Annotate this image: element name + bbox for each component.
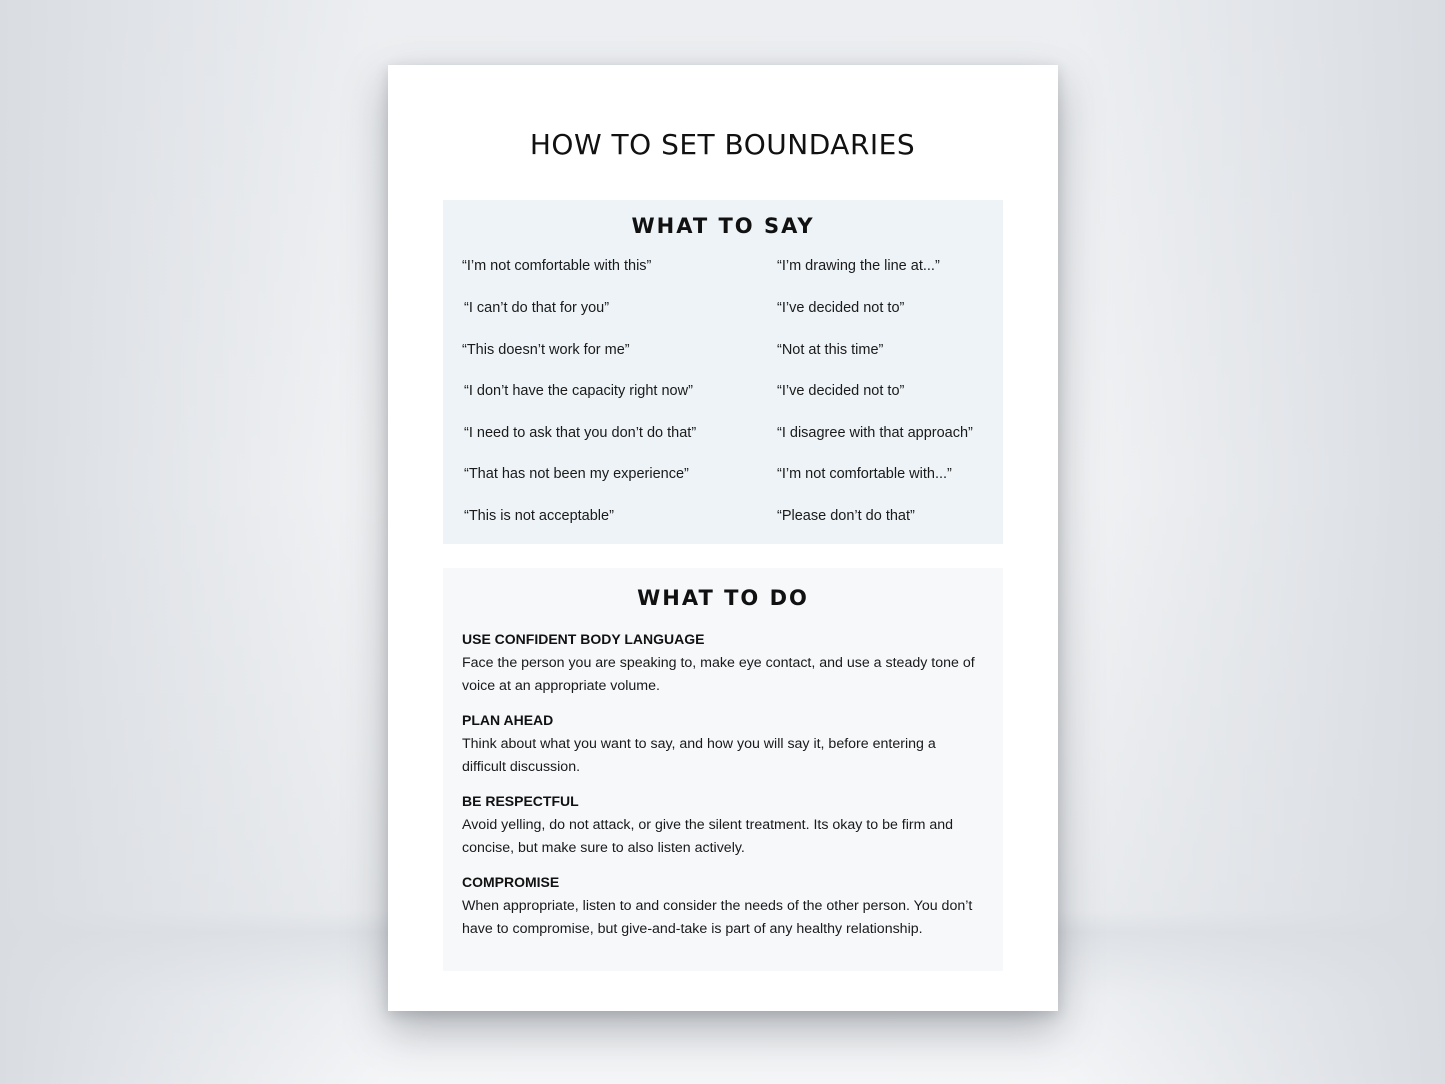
tip-item <box>462 792 982 860</box>
phrase-left-5: “I need to ask that you don’t do that” <box>464 425 697 441</box>
phrase-right-1: “I’m drawing the line at...” <box>777 258 940 274</box>
tip-item <box>462 711 982 779</box>
phrase-right-4: “I’ve decided not to” <box>777 383 905 399</box>
phrase-left-4: “I don’t have the capacity right now” <box>464 383 693 399</box>
tip-title: BE RESPECTFUL <box>462 793 579 809</box>
phrase-left-6: “That has not been my experience” <box>464 466 689 482</box>
what-to-say-panel <box>443 200 1003 544</box>
backdrop-right <box>1065 0 1445 1084</box>
phrase-right-7: “Please don’t do that” <box>777 508 915 524</box>
tip-body: Think about what you want to say, and how you will say it, before entering a difficult discussion. <box>462 736 936 775</box>
phrase-left-7: “This is not acceptable” <box>464 508 614 524</box>
what-to-do-heading: WHAT TO DO <box>637 586 809 610</box>
tip-title: USE CONFIDENT BODY LANGUAGE <box>462 631 705 647</box>
tips-list <box>462 630 982 954</box>
tip-body: Face the person you are speaking to, make eye contact, and use a steady tone of voice at an appropriate volume. <box>462 655 975 694</box>
phrase-left-1: “I’m not comfortable with this” <box>462 258 652 274</box>
phrase-right-5: “I disagree with that approach” <box>777 425 973 441</box>
phrase-right-2: “I’ve decided not to” <box>777 300 905 316</box>
what-to-do-panel <box>443 568 1003 971</box>
tip-body: When appropriate, listen to and consider the needs of the other person. You don’t have to compromise, but give-and-take is part of any healthy relationship. <box>462 898 973 937</box>
tip-item <box>462 630 982 698</box>
page-title: HOW TO SET BOUNDARIES <box>529 128 916 161</box>
phrase-left-2: “I can’t do that for you” <box>464 300 610 316</box>
what-to-say-heading: WHAT TO SAY <box>631 214 815 238</box>
tip-body: Avoid yelling, do not attack, or give the silent treatment. Its okay to be firm and concise, but make sure to also listen actively. <box>462 817 954 856</box>
tip-title: COMPROMISE <box>462 874 560 890</box>
backdrop-left <box>0 0 380 1084</box>
phrase-left-3: “This doesn’t work for me” <box>462 342 630 358</box>
phrase-right-6: “I’m not comfortable with...” <box>777 466 952 482</box>
phrase-right-3: “Not at this time” <box>777 342 884 358</box>
tip-title: PLAN AHEAD <box>462 712 554 728</box>
tip-item <box>462 873 982 941</box>
